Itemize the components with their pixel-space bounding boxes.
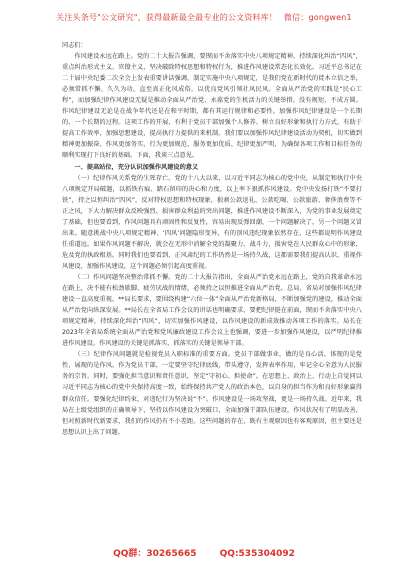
document-body [62, 40, 362, 438]
section-paragraph: （一）纪律作风关系党的生死存亡。党的十八大以来，以习近平同志为核心的党中央，从制定和执行中央八项规定开局破题，以抓铁有痕、踏石留印的决心和力度，以上率下狠抓作风建设。党中央发扬打铁“不要打铁”，持之以恒纠治“四风”，反对特权思想和特权现象，狠刹公款送礼、公款吃喝、公款旅游、奢侈浪费等不正之风，下大力解决群众反映强烈、损害群众利益的突出问题，推进作风建设不断深入，为党的事业发展奠定了基础，但也要看到，作风问题具有顽固性和反复性，容易出现反弹回潮，一个问题解决了，另一个问题又冒出来。随意挑战中央八项规定精神、‘四风’问题隐形变异，有的顶风违纪现象依然存在，这些都说明作风建设任重道远。如果作风问题不解决，就会在无形中消解全党的凝聚力、战斗力，损害党在人民群众心中的形象，危及党的执政根基。同时我们也要看到，正风肃纪的工作仍然是一场持久战，这都需要我们提高认识、重视作风建设、加强作风建设，这个问题必须引起高度重视。 [62, 174, 362, 270]
section-heading: 一、提高站位，充分认识加强作风建设的意义 [74, 163, 199, 171]
qq-group: QQ群：30265665 [113, 549, 197, 559]
salutation: 同志们： [62, 42, 87, 49]
footer-contact [0, 546, 408, 559]
follow-text: 关注头条号"公文研究"，获得最新最全最专业的公文资料库！ [56, 13, 278, 22]
intro-paragraph: 作风建设永远在路上。党的二十大报告强调，要锲而不舍落实中央八项规定精神，持续深化纠治“四风”，重点纠治形式主义、官僚主义，坚决破除特权思想和特权行为，推进作风建设常态化长效化。习近平总书记在二十届中央纪委二次全会上发表重要讲话强调，制定实施中央八项规定，是我们党在新时代的徙木立信之举，必须常抓不懈、久久为功，直至真正化风成俗，以优良党风引领社风民风。全面从严治党的实践是“民心工程”，而加强纪律作风建设无疑是推动全面从严治党、永葆党的生机活力的关键举措。没有规矩，不成方圆。作风纪律建设无论是在战争年代还是在和平时期，都有其运行规律和必要性。加强作风纪律建设是一个长期的、一个长期的过程。这项工作的开展，有利于党员干部加强个人修养、树立良好形象和执行力方式，有助于提高工作效率，加强思想建设，提高执行力提供的来机制。我们要以加强作风纪律建设活动为契机，切实做到精神更加振奋、作风更加务实、行为更加规范、服务更加优质、纪律更加严明，为确保各项工作和目标任务的顺利实现打下良好的基础。下面，我谈三点意见。 [62, 53, 362, 160]
section-paragraph: （三）纪律作风问题就是检视党员入职标准的重要方面。党员干部做事业，做的是良心活，体现的是党性，展现的是作风。作为党员干部，一定要坚守纪律底线，带头遵守，发挥表率作用，牢记全心全意为人民服务的宗旨。同时，要强化担当意识和责任意识，坚定“守初心、担使命”。在思想上、政治上、行动上自觉同以习近平同志为核心的党中央保持高度一致，始终保持共产党人的政治本色，以自身的担当作为和良好形象赢得群众信任。要强化纪律约束，对违纪行为坚决说“不”。作风建设是一场攻坚战，更是一场持久战。近年来，我局在上级党组织的正确领导下，坚持以作风建设为突破口，全面加强干部队伍建设，作风状况有了明显改善，但对照新时代新要求，我们的作风仍有不小差距。这些问题的存在，既有主观原因也有客观原因，但主要还是思想认识上出了问题。 [62, 351, 362, 436]
wechat-text: 微信：gongwen1 [283, 13, 352, 22]
header-banner [0, 12, 408, 23]
qq-number: QQ:535304092 [219, 549, 295, 559]
section-paragraph: （二）作风问题坚决整治常抓不懈。党的二十大报告指出，全面从严治党永远在路上，党的自我革命永远在路上，决不能有松劲歇脚、疲劳厌战的情绪，必须持之以恒推进全面从严治党。总局、省局对加强作风纪律建设一直高度重视，**局长要求，要围绕构建“六位一体”全面从严治党新格局，不断加强党的建设，推动全面从严治党向纵深发展。**局长在全省局工作会议的讲话也明确要求，要把纪律挺在前面，锲而不舍落实中央八项规定精神，持续深化纠治“四风”，切实加强作风建设，以作风建设的新成效推动各项工作的落实。局长在2023年全省局系统全面从严治党和党风廉政建设工作会议上也强调，要进一步加强作风建设，以严明纪律推进作风建设。作风建设的关键是抓落实，抓落实的关键是领导干部。 [62, 273, 362, 348]
